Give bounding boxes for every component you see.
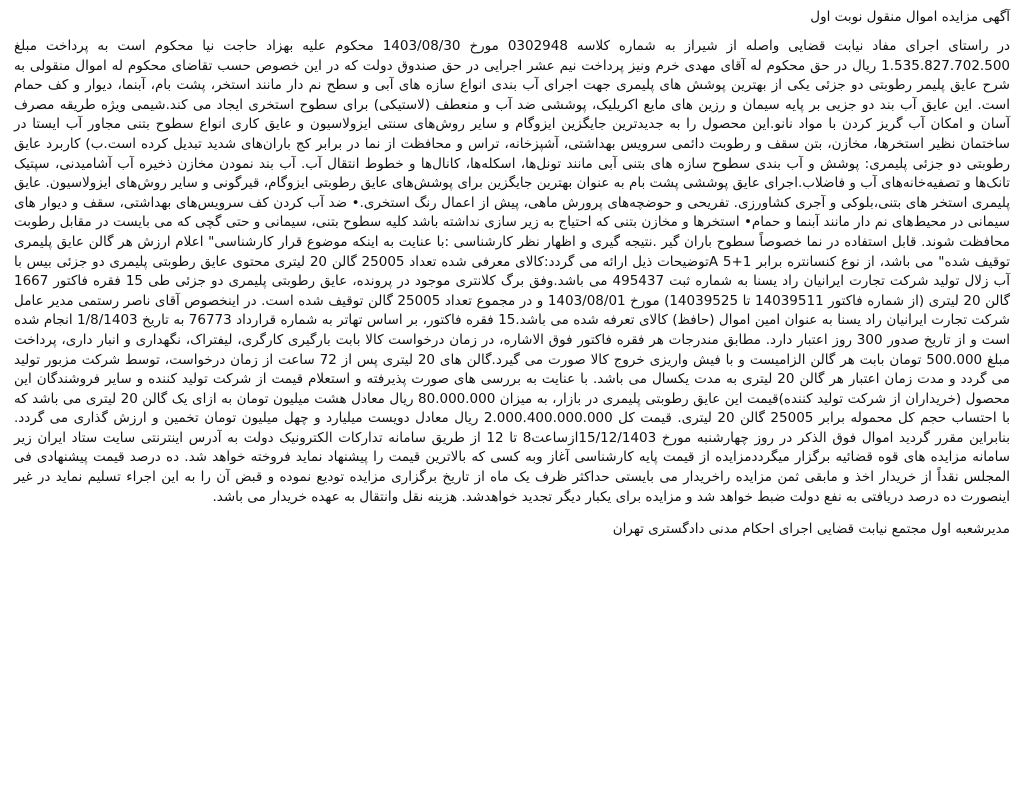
notice-title: آگهی مزایده اموال منقول نوبت اول — [810, 9, 1010, 25]
notice-body: در راستای اجرای مفاد نیابت قضایی واصله از شیراز به شماره کلاسه 0302948 مورخ 1403/08/30 محکوم علیه بهزاد حاجت نیا محکوم است به پرداخت مبلغ 1.535.827.702.500 ریال در حق محکوم له آقای مهدی خرم ونیز پرداخت نیم عشر اجرایی در حق صندوق دولت که در این خصوص حسب تقاضای محکوم له اموال منقولی به شرح عایق پلیمر رطوبتی دو جزئی یکی از بهترین پوشش های پلیمری جهت اجرای آب بندی انواع سازه های آبی و سطح نم دار مانند استخر، پشت بام، آبنما، دیوار و کف حمام است. این عایق آب بند دو جزیی بر پایه سیمان و رزین های مایع اکریلیک، پوششی ضد آب و منعطف (لاستیکی) برای سطوح استخری ایجاد می کند.شیمی ویژه طریقه مصرف آسان و امکان آب گریز کردن با مواد نانو.این محصول را به جدیدترین جایگزین ایزوگام و سایر روش‌های سنتی ایزولاسیون و عایق کاری انواع سطوح بتنی مجاور آب ایستا در ساختمان نظیر استخرها، مخازن، بتن سقف و رطوبت دائمی سرویس بهداشتی، آشپزخانه، تراس و محافظت از نما در برابر کج باران‌های شدید تبدیل کرده است.ب) کاربرد عایق رطوبتی دو جزئی پلیمری: پوشش و آب بندی سطوح سازه های بتنی آبی مانند تونل‌ها، اسکله‌ها، کانال‌ها و خطوط انتقال آب. آب بند نمودن مخازن ذخیره آب آشامیدنی، سپتیک تانک‌ها و تصفیه‌خانه‌های آب و فاضلاب.اجرای عایق پوششی پشت بام به عنوان بهترین جایگزین برای پوشش‌های عایق رطوبتی ایزوگام، قیرگونی و سایر روش‌های ایزولاسیون. عایق پلیمری استخر های بتنی،بلوکی و آجری کشاورزی. تفریحی و حوضچه‌های پرورش ماهی، پیش از اعمال رنگ استخری.• ضد آب کردن کف سرویس‌های بهداشتی، سقف و دیوار های سیمانی در محیط‌های نم دار مانند آبنما و حمام• استخرها و مخازن بتنی که احتیاج به زیر سازی نداشته باشد کلیه سطوح بتنی، سیمانی و حتی گچی که می بایست در مقابل رطوبت محافظت شوند. قابل استفاده در نما خصوصاً سطوح باران گیر .نتیجه گیری و اظهار نظر کارشناسی :با عنایت به اینکه موضوع قرار کارشناسی" اعلام ارزش هر گالن عایق پلیمری توقیف شده" می باشد، از نوع کنسانتره برابر A 5+1توضیحات ذیل ارائه می گردد:کالای معرفی شده تعداد 25005 گالن 20 لیتری محتوی عایق رطوبتی پلیمری دو جزئی بیس با آب زلال تولید شرکت تجارت ایرانیان راد یسنا به شماره ثبت 495437 می باشد.وفق برگ کلانتری موجود در پرونده، عایق رطوبتی پلیمری دو جزئی طی 15 فقره فاکتور 1667 گالن 20 لیتری (از شماره فاکتور 14039511 تا 14039525) مورخ 1403/08/01 و در مجموع تعداد 25005 گالن توقیف شده است. در اینخصوص آقای ناصر رستمی مدیر عامل شرکت تجارت ایرانیان راد یسنا به عنوان امین اموال (حافظ) کالای تعرفه شده می باشد.15 فقره فاکتور، بر اساس تهاتر به شماره قرارداد 76773 به تاریخ 1/8/1403 انجام شده است و از تاریخ صدور 300 روز اعتبار دارد. مطابق مندرجات هر فقره فاکتور فوق الاشاره، در زمان درخواست کالا بابت بارگیری کارگری، لیفتراک، نگهداری و انبار داری، پرداخت مبلغ 500.000 تومان بابت هر گالن الزامیست و با فیش واریزی خروج کالا صورت می گیرد.گالن های 20 لیتری پس از 72 ساعت از زمان درخواست، توسط شرکت مزبور تولید می گردد و مدت زمان اعتبار هر گالن 20 لیتری به مدت یکسال می باشد. با عنایت به بررسی های صورت پذیرفته و استعلام قیمت از شرکت تولید کننده و سایر فروشندگان این محصول (خریداران از شرکت تولید کننده)قیمت این عایق رطوبتی پلیمری در بازار، به میزان 80.000.000 ریال معادل هشت میلیون تومان به ازای یک گالن 20 لیتری می باشد که با احتساب حجم کل محموله برابر 25005 گالن 20 لیتری. قیمت کل 2.000.400.000.000 ریال معادل دویست میلیارد و چهل میلیون تومان تخمین و ارزش گذاری می گردد. بنابراین مقرر گردید اموال فوق الذکر در روز چهارشنبه مورخ 15/12/1403ازساعت8 تا 12 از طریق سامانه تدارکات الکترونیک دولت به آدرس اینترنتی سایت ستاد ایران زیر سامانه مزایده های قوه قضائیه برگزار میگرددمزایده از قیمت پایه کارشناسی آغاز وبه کسی که بالاترین قیمت را پیشنهاد نماید فروخته خواهد شد. ده درصد قیمت پیشنهادی فی المجلس نقداً از خریدار اخذ و مابقی ثمن مزایده راخریدار می بایستی حداکثر ظرف یک ماه از تاریخ برگزاری مزایده تودیع نموده و قبض آن را به این اجراء تسلیم نماید در غیر اینصورت ده درصد دریافتی به نفع دولت ضبط خواهد شد و مزایده برای یکبار دیگر تجدید خواهدشد. هزینه نقل وانتقال به عهده خریدار می باشد. — [14, 38, 1011, 505]
notice-signature: مدیرشعبه اول مجتمع نیابت قضایی اجرای احکام مدنی دادگستری تهران — [612, 521, 1010, 538]
auction-notice — [14, 6, 1010, 539]
